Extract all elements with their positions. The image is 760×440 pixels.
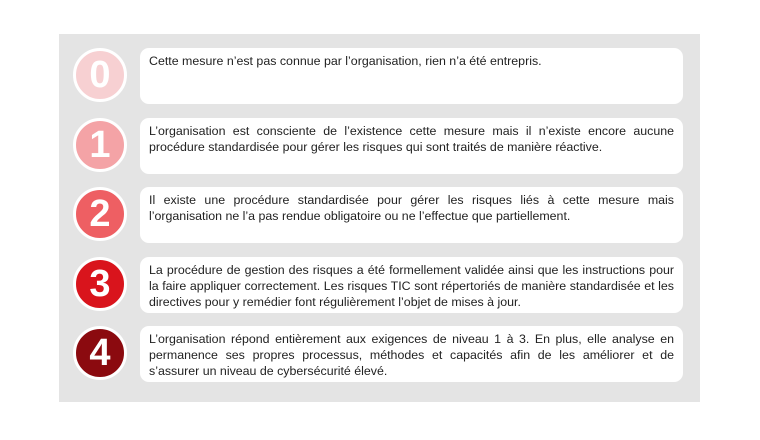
level-description-2: Il existe une procédure standardisée pour gérer les risques liés à cette mesure mais l’organisation ne l’a pas rendue obligatoire ou ne l’effectue que partiellement.: [140, 187, 683, 243]
level-description-3: La procédure de gestion des risques a été formellement validée ainsi que les instructions pour la faire appliquer correctement. Les risques TIC sont répertoriés de manière standardisée et les directives pour y remédier font régulièrement l’objet de mises à jour.: [140, 257, 683, 313]
level-badge-2: 2: [73, 187, 127, 241]
level-row-1: [59, 118, 700, 174]
level-badge-4: 4: [73, 326, 127, 380]
level-row-4: [59, 326, 700, 382]
level-badge-3: 3: [73, 257, 127, 311]
level-row-2: [59, 187, 700, 243]
level-row-3: [59, 257, 700, 313]
level-badge-1: 1: [73, 118, 127, 172]
level-description-0: Cette mesure n’est pas connue par l’organisation, rien n’a été entrepris.: [140, 48, 683, 104]
maturity-levels-panel: [59, 34, 700, 402]
level-description-4: L’organisation répond entièrement aux exigences de niveau 1 à 3. En plus, elle analyse en permanence ses propres processus, méthodes et capacités afin de les améliorer et de s’assurer un niveau de cybersécurité élevé.: [140, 326, 683, 382]
level-row-0: [59, 48, 700, 104]
level-description-1: L’organisation est consciente de l’existence cette mesure mais il n’existe encore aucune procédure standardisée pour gérer les risques qui sont traités de manière réactive.: [140, 118, 683, 174]
level-badge-0: 0: [73, 48, 127, 102]
